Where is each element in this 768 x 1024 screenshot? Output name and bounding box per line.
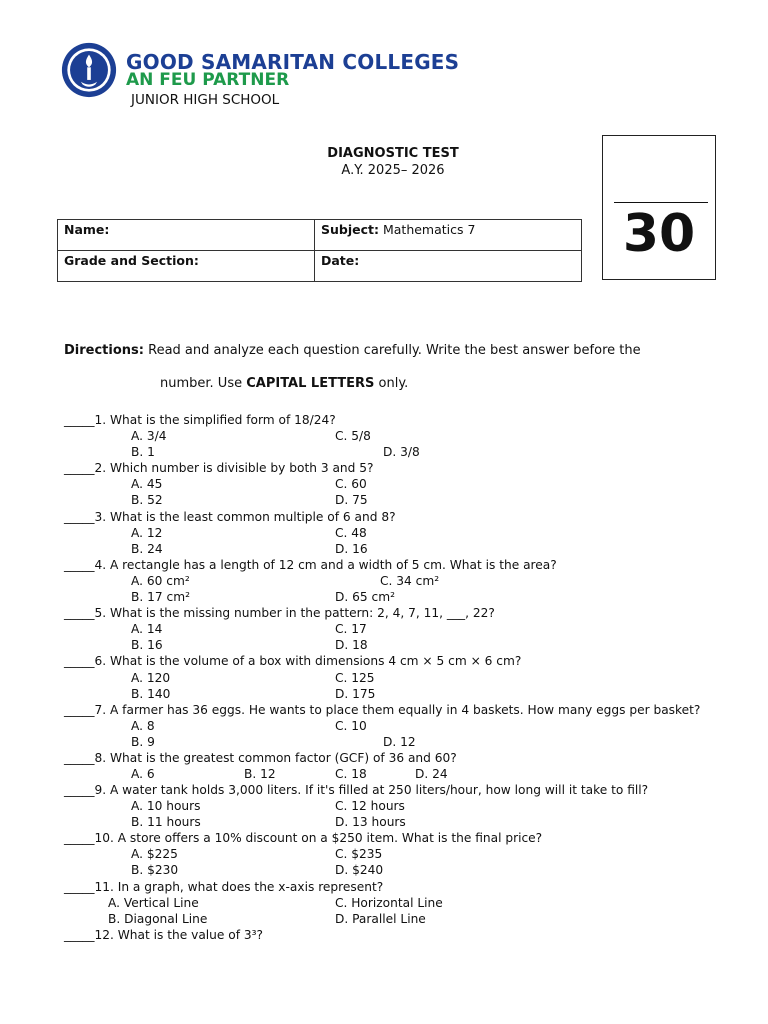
subject-value: Mathematics 7 <box>379 222 476 237</box>
question-7: _____7. A farmer has 36 eggs. He wants to place them equally in 4 baskets. How many eggs per basket? <box>64 702 701 717</box>
name-field[interactable] <box>58 220 315 251</box>
choice-a: A. 10 hours <box>131 799 201 814</box>
question-4 <box>0 557 768 573</box>
question-6 <box>0 653 768 669</box>
choice-c: C. 48 <box>335 525 367 540</box>
choice-a: A. 45 <box>131 477 163 492</box>
choice-a: A. 8 <box>131 718 155 733</box>
academic-year: A.Y. 2025– 2026 <box>341 163 445 178</box>
subject-field <box>315 220 582 251</box>
choices-row <box>0 492 768 508</box>
choices-row <box>0 814 768 830</box>
test-title: DIAGNOSTIC TEST <box>327 146 459 161</box>
grade-section-label: Grade and Section: <box>64 253 199 268</box>
choice-b: B. 1 <box>131 445 155 460</box>
score-total: 30 <box>622 204 696 264</box>
choice-a: A. $225 <box>131 847 178 862</box>
choice-d: D. 16 <box>335 541 368 556</box>
choices-row <box>0 444 768 460</box>
choice-c: C. 18 <box>335 766 367 781</box>
grade-section-field[interactable] <box>58 251 315 282</box>
choices-row <box>0 766 768 782</box>
school-name: GOOD SAMARITAN COLLEGES <box>126 50 460 74</box>
choice-b: B. 11 hours <box>131 815 201 830</box>
directions-label: Directions: <box>64 343 144 358</box>
choices-row <box>0 686 768 702</box>
division-name: JUNIOR HIGH SCHOOL <box>131 92 280 108</box>
choices-row <box>0 541 768 557</box>
choice-c: C. 5/8 <box>335 429 371 444</box>
school-seal-logo <box>58 42 120 98</box>
choices-row <box>0 895 768 911</box>
date-field[interactable] <box>315 251 582 282</box>
choice-a: A. 14 <box>131 622 163 637</box>
choice-a: A. 6 <box>131 766 155 781</box>
choice-b: B. 140 <box>131 686 171 701</box>
choices-row <box>0 428 768 444</box>
choice-a: A. Vertical Line <box>108 895 199 910</box>
directions-text-2: number. Use <box>160 376 247 391</box>
choice-b: B. 24 <box>131 541 163 556</box>
choice-c: C. 125 <box>335 670 375 685</box>
question-text: _____8. What is the greatest common factor (GCF) of 36 and 60? <box>64 750 457 765</box>
question-text: _____4. A rectangle has a length of 12 cm and a width of 5 cm. What is the area? <box>64 557 557 572</box>
question-11 <box>0 879 768 895</box>
question-text: _____12. What is the value of 3³? <box>64 927 263 942</box>
choice-d: D. 24 <box>415 766 448 781</box>
choices-row <box>0 525 768 541</box>
partner-name: AN FEU PARTNER <box>126 70 290 90</box>
choice-b: B. 16 <box>131 638 163 653</box>
score-blank-line <box>614 202 708 203</box>
question-text: _____1. What is the simplified form of 18/24? <box>64 413 336 427</box>
choice-d: D. $240 <box>335 863 384 878</box>
choice-c: C. 10 <box>335 718 367 733</box>
choice-c: C. 12 hours <box>335 799 405 814</box>
question-9: _____9. A water tank holds 3,000 liters. If it's filled at 250 liters/hour, how long will it take to fill? <box>64 783 649 798</box>
question-12 <box>0 927 768 943</box>
choices-row <box>0 846 768 862</box>
choices-row <box>0 621 768 637</box>
name-label: Name: <box>64 222 110 237</box>
choices-row <box>0 862 768 878</box>
choice-a: A. 12 <box>131 525 163 540</box>
choice-c: C. 60 <box>335 477 367 492</box>
choice-b: B. $230 <box>131 863 179 878</box>
choices-row <box>0 734 768 750</box>
choices-row <box>0 911 768 927</box>
question-text: _____11. In a graph, what does the x-axis represent? <box>64 879 384 894</box>
choice-a: A. 60 cm² <box>131 573 190 588</box>
choice-b: B. 12 <box>244 766 276 781</box>
question-text: _____2. Which number is divisible by both 3 and 5? <box>64 461 374 476</box>
directions-text-3: only. <box>374 376 409 391</box>
choice-d: D. 18 <box>335 638 368 653</box>
choice-b: B. 52 <box>131 493 163 508</box>
choice-c: C. Horizontal Line <box>335 895 443 910</box>
choice-d: D. 175 <box>335 686 376 701</box>
directions-text: Read and analyze each question carefully. Write the best answer before the <box>143 343 641 358</box>
choice-a: A. 3/4 <box>131 429 167 444</box>
choice-d: D. 65 cm² <box>335 590 395 605</box>
directions-emphasis: CAPITAL LETTERS <box>246 376 375 391</box>
choice-c: C. 34 cm² <box>380 573 440 588</box>
choices-row <box>0 476 768 492</box>
choices-row <box>0 573 768 589</box>
choice-c: C. 17 <box>335 622 367 637</box>
question-8 <box>0 750 768 766</box>
question-text: _____10. A store offers a 10% discount on a $250 item. What is the final price? <box>64 831 543 846</box>
question-text: _____5. What is the missing number in the pattern: 2, 4, 7, 11, ___, 22? <box>64 606 495 621</box>
student-info-table <box>57 219 582 282</box>
question-list <box>0 412 768 943</box>
choice-d: D. 3/8 <box>383 445 420 460</box>
choice-d: D. 75 <box>335 493 368 508</box>
choice-b: B. Diagonal Line <box>108 911 208 926</box>
question-3 <box>0 509 768 525</box>
choice-d: D. 13 hours <box>335 815 406 830</box>
choices-row <box>0 718 768 734</box>
choices-row <box>0 798 768 814</box>
question-2 <box>0 460 768 476</box>
choice-b: B. 17 cm² <box>131 590 190 605</box>
choice-d: D. Parallel Line <box>335 911 426 926</box>
choice-d: D. 12 <box>383 734 416 749</box>
date-label: Date: <box>321 253 360 268</box>
directions <box>64 342 724 359</box>
choices-row <box>0 589 768 605</box>
subject-label: Subject: <box>321 222 379 237</box>
question-text: _____6. What is the volume of a box with dimensions 4 cm × 5 cm × 6 cm? <box>64 654 522 669</box>
question-5 <box>0 605 768 621</box>
choices-row <box>0 670 768 686</box>
question-10 <box>0 830 768 846</box>
directions-continued <box>160 376 408 391</box>
question-text: _____3. What is the least common multiple of 6 and 8? <box>64 509 396 524</box>
choice-a: A. 120 <box>131 670 171 685</box>
choice-b: B. 9 <box>131 734 155 749</box>
choices-row <box>0 637 768 653</box>
choice-c: C. $235 <box>335 847 383 862</box>
question-1 <box>0 412 768 428</box>
